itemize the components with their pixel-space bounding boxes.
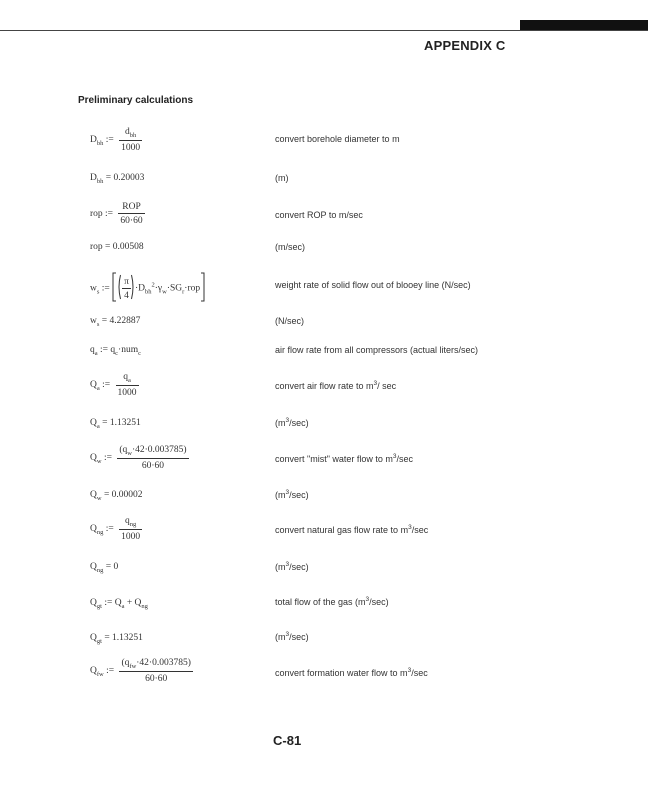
comment: weight rate of solid flow out of blooey line (N/sec) (275, 280, 471, 290)
fraction: $\frac{(q_w\cdot 42\cdot 0.003785)}{60\cdot 60}$ (119, 445, 187, 471)
result: $Q_a = 1.13251$ (90, 418, 141, 430)
comment: convert air flow rate to $m^3/$ sec (275, 380, 397, 391)
equation: $Q_{fw}$ := $\frac{(q_{fw}\cdot 42\cdot 0.003785)}{60\cdot 60}$ (90, 658, 191, 684)
fraction: $\frac{(q_{fw}\cdot 42\cdot 0.003785)}{60\cdot 60}$ (121, 658, 191, 684)
header-rule (0, 30, 648, 31)
equation: $Q_{ng}$ := $\frac{q_{ng}}{1000}$ (90, 516, 141, 542)
page-number: C-81 (273, 733, 302, 748)
result: $D_{bh} = 0.20003$ (90, 173, 145, 185)
equation-row-dbh-def (0, 121, 648, 157)
equation: $Q_w$ := $\frac{(q_w\cdot 42\cdot 0.003785)}{60\cdot 60}$ (90, 445, 187, 471)
result: $Q_{ng} = 0$ (90, 562, 119, 574)
comment: total flow of the gas $(m^3/\sec)$ (275, 596, 389, 607)
equation-row-Qgt-def (0, 596, 648, 616)
comment: $(m^3/\sec)$ (275, 489, 309, 500)
equation: $Q_a$ := $\frac{q_a}{1000}$ (90, 372, 137, 398)
comment: convert formation water flow to $m^3/\sec$ (275, 667, 428, 678)
result: $w_s = 4.22887$ (90, 316, 141, 328)
fraction: $\frac{q_a}{1000}$ (117, 372, 137, 398)
result-row-Qw (0, 487, 648, 507)
result-row-dbh (0, 170, 648, 190)
equation-row-Qw-def (0, 443, 648, 481)
comment: convert "mist" water flow to $m^3/\sec$ (275, 453, 414, 464)
result-row-Qa (0, 415, 648, 435)
right-bracket-icon (200, 272, 205, 305)
fraction: $\frac{\pi}{4}$ (124, 276, 129, 301)
equation-row-Qfw-def (0, 656, 648, 694)
section-title: Preliminary calculations (78, 95, 194, 106)
equation: $q_a$ := $q_c\cdot num_c$ (90, 345, 141, 357)
comment: $(m^3/\sec)$ (275, 631, 309, 642)
comment: convert borehole diameter to m (275, 134, 400, 144)
comment: convert natural gas flow rate to $m^3/\sec$ (275, 524, 429, 535)
equation-row-Qa-def (0, 370, 648, 406)
comment: convert ROP to m/sec (275, 210, 363, 220)
result-row-Qng (0, 560, 648, 580)
equation-row-ws-def (0, 268, 648, 304)
fraction: $\frac{q_{ng}}{1000}$ (121, 516, 141, 542)
appendix-heading: APPENDIX C (424, 38, 506, 53)
comment: $(m^3/\sec)$ (275, 561, 309, 572)
equation: $D_{bh}$ := $\frac{d_{bh}}{1000}$ (90, 127, 141, 153)
comment: (m) (275, 173, 289, 183)
result-row-rop (0, 240, 648, 260)
left-paren-icon (117, 274, 121, 303)
equation: $Q_{gt}$ := $Q_a + Q_{ng}$ (90, 598, 148, 610)
equation: $w_s$ := $\frac{\pi}{4}$ $\cdot D_{bh}^2\cdot\gamma_w\cdot SG_r\cdot rop$ (90, 272, 205, 305)
comment: $(m^3/\sec)$ (275, 417, 309, 428)
equation-row-rop-def (0, 198, 648, 234)
fraction: $\frac{\text{ROP}}{60\cdot 60}$ (120, 202, 143, 226)
result: $Q_w = 0.00002$ (90, 490, 143, 502)
result-row-Qgt (0, 630, 648, 650)
fraction: $\frac{d_{bh}}{1000}$ (121, 127, 141, 153)
result: $Q_{gt} = 1.13251$ (90, 633, 143, 645)
comment: (m/sec) (275, 242, 305, 252)
comment: air flow rate from all compressors (actual liters/sec) (275, 345, 479, 355)
equation-row-Qng-def (0, 514, 648, 550)
equation-row-qa-def (0, 342, 648, 362)
equation: rop := $\frac{\text{ROP}}{60\cdot 60}$ (90, 202, 143, 226)
header-black-bar (520, 20, 648, 30)
result: rop = 0.00508 (90, 242, 144, 252)
comment: (N/sec) (275, 316, 304, 326)
result-row-ws (0, 313, 648, 333)
